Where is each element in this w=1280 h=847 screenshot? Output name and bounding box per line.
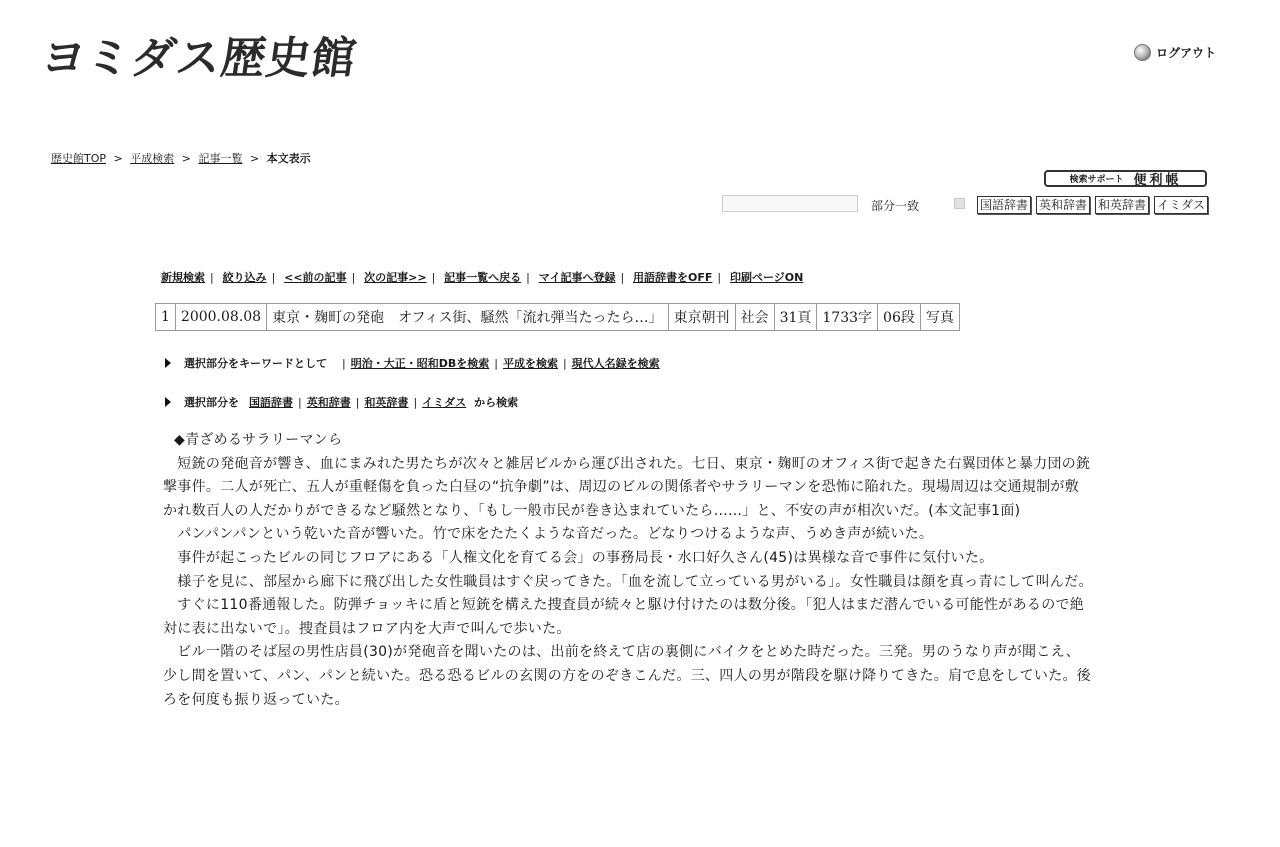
keyword-search-label: 選択部分をキーワードとして (184, 357, 327, 370)
jp-eng-dict-button[interactable]: 和英辞書 (1095, 196, 1149, 214)
breadcrumb-separator: > (113, 152, 123, 165)
dictionary-search-row (165, 394, 518, 410)
dict-separator: | (413, 395, 418, 409)
dict-search-suffix: から検索 (474, 396, 519, 409)
arrow-right-icon (165, 397, 171, 407)
meiji-db-search-link[interactable]: 明治・大正・昭和DBを検索 (350, 357, 490, 370)
toolbar-separator: | (210, 271, 214, 284)
new-search-link[interactable]: 新規検索 (161, 271, 205, 284)
toolbar-separator: | (271, 271, 276, 284)
term-dict-off-link[interactable]: 用語辞書をOFF (633, 271, 713, 284)
dict-link-jp-eng[interactable]: 和英辞書 (364, 396, 409, 409)
breadcrumb-separator: > (181, 152, 191, 165)
eng-jp-dict-button[interactable]: 英和辞書 (1036, 196, 1090, 214)
result-page: 31頁 (774, 304, 817, 331)
heisei-search-link[interactable]: 平成を検索 (502, 357, 558, 370)
japanese-dict-button[interactable]: 国語辞書 (977, 196, 1031, 214)
breadcrumb-link-top[interactable]: 歴史館TOP (51, 152, 107, 165)
dict-search-label: 選択部分を (184, 396, 239, 409)
toolbar-separator: | (526, 271, 530, 284)
match-mode-label: 部分一致 (871, 199, 920, 213)
keyword-separator: | (494, 356, 498, 370)
breadcrumb-separator: > (249, 152, 260, 165)
prev-article-link[interactable]: <<前の記事 (284, 271, 347, 284)
keyword-separator: | (342, 356, 346, 370)
logout-button[interactable] (1134, 44, 1216, 61)
dict-link-eng-jp[interactable]: 英和辞書 (306, 396, 351, 409)
article-paragraph: 短銃の発砲音が響き、血にまみれた男たちが次々と雑居ビルから運び出された。七日、東京・麹町のオフィス街で起きた右翼団体と暴力団の銃撃事件。二人が死亡、五人が重軽傷を負った白昼の“抗争劇”は、周辺のビルの関係者やサラリーマンを恐怖に陥れた。現場周辺は交通規制が敷かれ数百人の人だかりができるなど騒然となり、「もし一般市民が巻き込まれていたら……」と、不安の声が相次いだ。(本文記事1面) (163, 455, 1091, 519)
imidas-button[interactable]: イミダス (1154, 196, 1208, 214)
toolbar-separator: | (717, 271, 722, 284)
logout-label: ログアウト (1156, 46, 1217, 60)
article-paragraph: 様子を見に、部屋から廊下に飛び出した女性職員はすぐ戻ってきた。「血を流して立っている男がいる」。女性職員は顔を真っ青にして叫んだ。 (163, 573, 1093, 590)
match-mode-icon[interactable] (954, 198, 965, 209)
breadcrumb-link-article-list[interactable]: 記事一覧 (198, 152, 243, 165)
breadcrumb-current: 本文表示 (266, 152, 311, 165)
article-paragraph: すぐに110番通報した。防弾チョッキに盾と短銃を構えた捜査員が続々と駆け付けたのは数分後。「犯人はまだ潜んでいる可能性があるので絶対に表に出ないで」。捜査員はフロア内を大声で叫んで歩いた。 (163, 597, 1085, 637)
arrow-right-icon (165, 358, 171, 368)
breadcrumb (51, 150, 311, 166)
article-info-table (155, 303, 960, 331)
breadcrumb-link-heisei-search[interactable]: 平成検索 (130, 152, 175, 165)
article-paragraph: 事件が起こったビルの同じフロアにある「人権文化を育てる会」の事務局長・水口好久さん(45)は異様な音で事件に気付いた。 (163, 549, 994, 566)
result-date: 2000.08.08 (175, 304, 266, 331)
dict-separator: | (298, 395, 302, 409)
people-directory-search-link[interactable]: 現代人名録を検索 (571, 357, 660, 370)
support-big-label: 便利帳 (1133, 173, 1182, 188)
print-page-link[interactable]: 印刷ページON (729, 271, 804, 284)
dict-separator: | (355, 395, 360, 409)
article-subheading: ◆青ざめるサラリーマンら (174, 432, 343, 448)
result-photo: 写真 (920, 304, 959, 331)
result-columns: 06段 (878, 304, 921, 331)
back-to-list-link[interactable]: 記事一覧へ戻る (444, 271, 522, 284)
keyword-separator: | (562, 356, 567, 370)
register-my-article-link[interactable]: マイ記事へ登録 (538, 271, 616, 284)
result-number: 1 (156, 304, 176, 331)
dictionary-buttons (977, 196, 1208, 214)
keyword-search-row (165, 355, 660, 371)
article-paragraph: ビル一階のそば屋の男性店員(30)が発砲音を聞いたのは、出前を終えて店の裏側にバイクをとめた時だった。三発。男のうなり声が聞こえ、少し間を置いて、パン、パンと続いた。恐る恐るビルの玄関の方をのぞきこんだ。三、四人の男が階段を駆け降りてきた。肩で息をしていた。後ろを何度も振り返っていた。 (163, 644, 1092, 708)
search-support-button[interactable] (1044, 170, 1207, 187)
article-paragraph: パンパンパンという乾いた音が響いた。竹で床をたたくような音だった。どなりつけるような声、うめき声が続いた。 (163, 526, 934, 543)
toolbar-separator: | (351, 271, 356, 284)
toolbar-separator: | (431, 271, 436, 284)
result-section: 社会 (735, 304, 774, 331)
toolbar-separator: | (620, 271, 625, 284)
dictionary-search-input[interactable] (722, 195, 858, 212)
next-article-link[interactable]: 次の記事>> (364, 271, 427, 284)
article-toolbar (161, 269, 803, 285)
result-headline: 東京・麹町の発砲 オフィス街、騒然「流れ弾当たったら…」 (267, 304, 668, 331)
dict-link-japanese[interactable]: 国語辞書 (249, 396, 293, 409)
refine-link[interactable]: 絞り込み (222, 271, 267, 284)
dict-link-imidas[interactable]: イミダス (422, 396, 467, 409)
result-chars: 1733字 (817, 304, 878, 331)
site-logo[interactable]: ヨミダス歴史館 (37, 33, 360, 84)
table-row (156, 304, 960, 331)
logout-icon (1134, 44, 1151, 61)
article-body (163, 429, 1093, 712)
support-small-label: 検索サポート (1069, 175, 1124, 185)
result-edition: 東京朝刊 (668, 304, 735, 331)
